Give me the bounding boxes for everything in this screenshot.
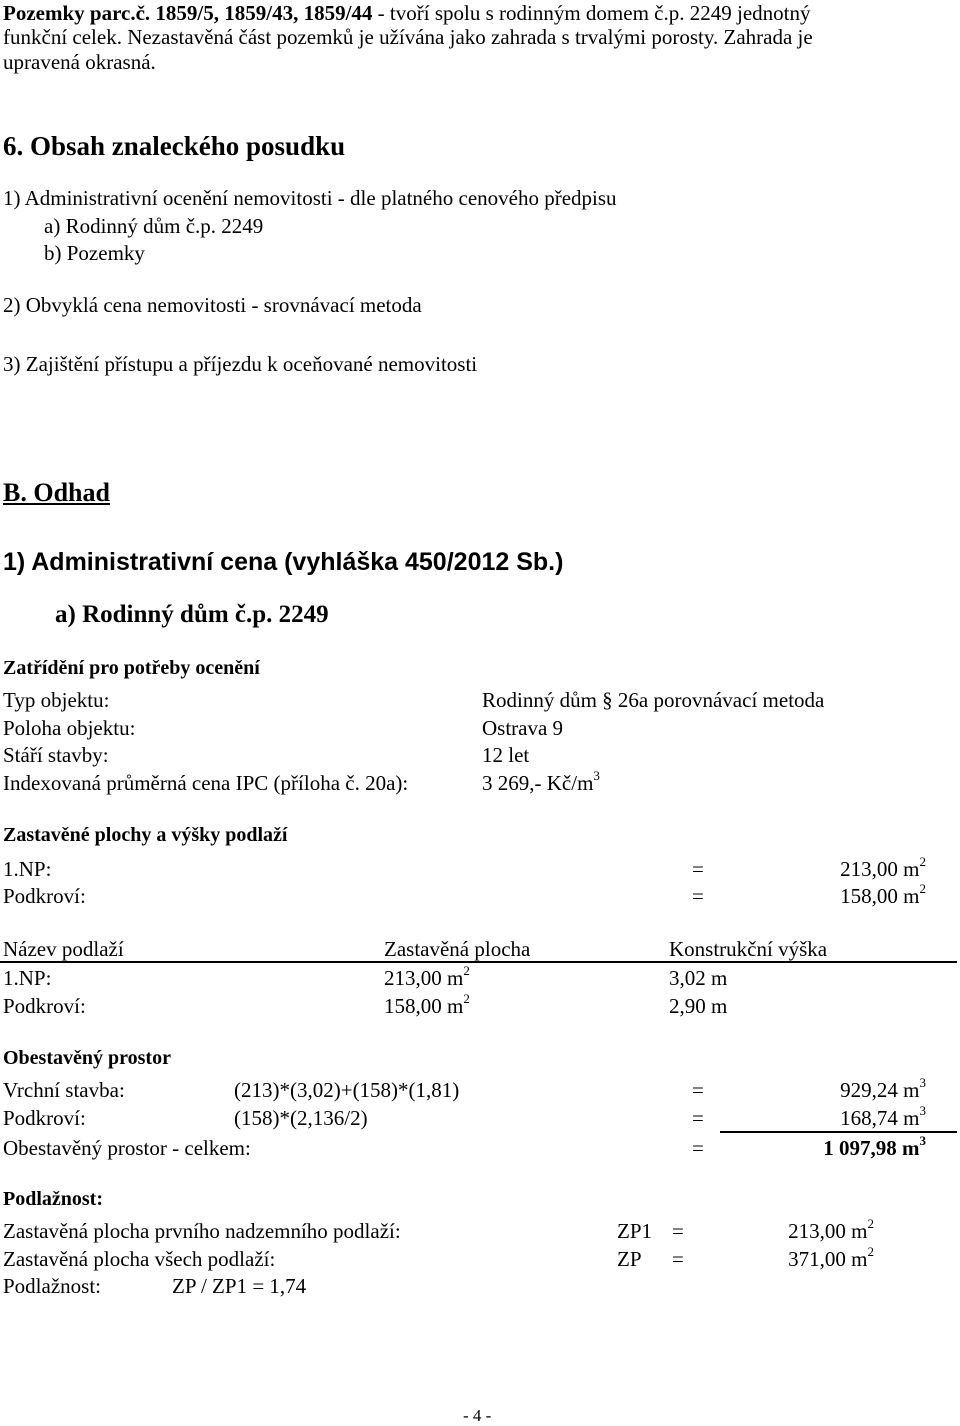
floors-table-row-1np-name: 1.NP: <box>3 966 52 990</box>
floor-ratio-code-zp1: ZP1 <box>617 1219 653 1243</box>
classification-label-age: Stáří stavby: <box>3 743 109 767</box>
floor-ratio-heading: Podlažnost: <box>3 1188 103 1210</box>
floor-ratio-code-zp: ZP <box>617 1247 642 1271</box>
floors-table-header-name: Název podlaží <box>3 937 124 961</box>
volume-total-value-text: 1 097,98 m <box>823 1136 920 1160</box>
floors-table-row-1np-area-text: 213,00 m <box>384 966 464 990</box>
floors-table-row-1np-area <box>384 963 470 990</box>
section-6-item-1b: b) Pozemky <box>44 241 145 265</box>
floors-table-header-rule <box>0 961 957 963</box>
section-6-item-1: 1) Administrativní ocenění nemovitosti - dle platného cenového předpisu <box>3 186 617 210</box>
built-area-equals-attic: = <box>692 884 704 908</box>
built-area-label-attic: Podkroví: <box>3 884 86 908</box>
floors-table-row-1np-area-exp: 2 <box>463 963 470 978</box>
floor-ratio-result-value: ZP / ZP1 = 1,74 <box>172 1274 307 1298</box>
floors-table-row-1np-height: 3,02 m <box>669 966 728 990</box>
intro-line-2: funkční celek. Nezastavěná část pozemků je užívána jako zahrada s trvalými porosty. Zahrada je <box>3 25 813 49</box>
classification-value-location: Ostrava 9 <box>482 716 564 740</box>
volume-formula-attic: (158)*(2,136/2) <box>234 1106 368 1130</box>
floor-ratio-value-zp1-text: 213,00 m <box>788 1219 868 1243</box>
volume-value-attic-exp: 3 <box>919 1103 926 1118</box>
volume-total-label: Obestavěný prostor - celkem: <box>3 1136 251 1160</box>
floors-table-row-attic-area-text: 158,00 m <box>384 994 464 1018</box>
intro-bold-lead: Pozemky parc.č. 1859/5, 1859/43, 1859/44 <box>3 1 373 25</box>
floor-ratio-label-zp: Zastavěná plocha všech podlaží: <box>3 1247 276 1271</box>
built-area-value-attic <box>840 881 926 908</box>
built-area-value-attic-exp: 2 <box>919 881 926 896</box>
floors-table-row-attic-area-exp: 2 <box>463 991 470 1006</box>
volume-label-attic: Podkroví: <box>3 1106 86 1130</box>
section-b-subtitle: 1) Administrativní cena (vyhláška 450/2012 Sb.) <box>3 548 564 576</box>
floor-ratio-value-zp-exp: 2 <box>867 1244 874 1259</box>
floor-ratio-value-zp1 <box>788 1216 874 1243</box>
built-area-value-attic-text: 158,00 m <box>840 884 920 908</box>
floors-table-header-area: Zastavěná plocha <box>384 937 531 961</box>
floors-table-header-height: Konstrukční výška <box>669 937 828 961</box>
classification-value-type: Rodinný dům § 26a porovnávací metoda <box>482 688 825 712</box>
volume-equals-attic: = <box>692 1106 704 1130</box>
floors-table-row-attic-name: Podkroví: <box>3 994 86 1018</box>
volume-label-upper: Vrchní stavba: <box>3 1078 125 1102</box>
classification-value-ipc <box>482 768 600 795</box>
floors-table-row-attic-height: 2,90 m <box>669 994 728 1018</box>
classification-value-age: 12 let <box>482 743 530 767</box>
floor-ratio-result-label: Podlažnost: <box>3 1274 101 1298</box>
floor-ratio-value-zp-text: 371,00 m <box>788 1247 868 1271</box>
volume-formula-upper: (213)*(3,02)+(158)*(1,81) <box>234 1078 460 1102</box>
section-b-subsection: a) Rodinný dům č.p. 2249 <box>55 601 329 628</box>
volume-value-attic-text: 168,74 m <box>840 1106 920 1130</box>
volume-value-upper-exp: 3 <box>919 1075 926 1090</box>
volume-equals-upper: = <box>692 1078 704 1102</box>
built-areas-heading: Zastavěné plochy a výšky podlaží <box>3 824 288 846</box>
classification-label-ipc: Indexovaná průměrná cena IPC (příloha č. 20a): <box>3 771 409 795</box>
volume-value-attic <box>840 1103 926 1130</box>
floor-ratio-label-zp1: Zastavěná plocha prvního nadzemního podlaží: <box>3 1219 401 1243</box>
volume-total-equals: = <box>692 1136 704 1160</box>
intro-line-1 <box>3 1 810 25</box>
volume-value-upper <box>840 1075 926 1102</box>
floor-ratio-value-zp1-exp: 2 <box>867 1216 874 1231</box>
ipc-unit-exponent: 3 <box>593 768 600 783</box>
section-b-title: B. Odhad <box>3 478 110 507</box>
section-6-title: 6. Obsah znaleckého posudku <box>3 131 346 161</box>
built-area-value-1np-text: 213,00 m <box>840 857 920 881</box>
volume-total-value <box>823 1133 926 1160</box>
built-area-value-1np-exp: 2 <box>919 854 926 869</box>
ipc-value-text: 3 269,- Kč/m <box>482 771 594 795</box>
intro-line-3: upravená okrasná. <box>3 50 156 74</box>
floors-table-row-attic-area <box>384 991 470 1018</box>
classification-label-type: Typ objektu: <box>3 688 110 712</box>
built-area-equals-1np: = <box>692 857 704 881</box>
section-6-item-1a: a) Rodinný dům č.p. 2249 <box>44 214 264 238</box>
section-6-item-2: 2) Obvyklá cena nemovitosti - srovnávací metoda <box>3 293 422 317</box>
built-area-label-1np: 1.NP: <box>3 857 52 881</box>
volume-total-value-exp: 3 <box>919 1133 926 1148</box>
floor-ratio-equals-zp: = <box>672 1247 684 1271</box>
floor-ratio-value-zp <box>788 1244 874 1271</box>
section-6-item-3: 3) Zajištění přístupu a příjezdu k oceňované nemovitosti <box>3 352 478 376</box>
classification-label-location: Poloha objektu: <box>3 716 136 740</box>
volume-value-upper-text: 929,24 m <box>840 1078 920 1102</box>
built-area-value-1np <box>840 854 926 881</box>
floor-ratio-equals-zp1: = <box>672 1219 684 1243</box>
intro-line-1-rest: - tvoří spolu s rodinným domem č.p. 2249 jednotný <box>372 1 811 25</box>
volume-heading: Obestavěný prostor <box>3 1047 171 1069</box>
classification-heading: Zatřídění pro potřeby ocenění <box>3 657 260 679</box>
page-number: - 4 - <box>463 1406 492 1425</box>
